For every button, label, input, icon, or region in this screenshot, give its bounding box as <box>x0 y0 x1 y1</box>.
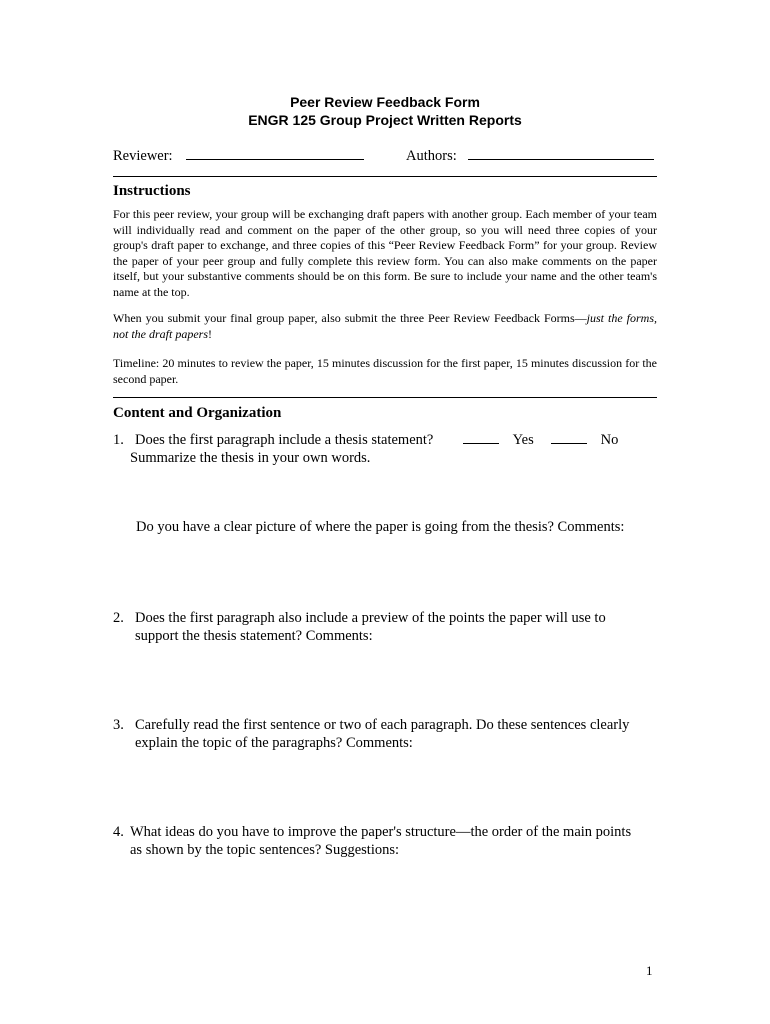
question-4 <box>113 823 673 863</box>
reviewer-blank-line[interactable] <box>186 146 364 160</box>
question-3 <box>113 716 673 756</box>
reviewer-field <box>113 146 364 165</box>
form-subtitle: ENGR 125 Group Project Written Reports <box>248 112 522 128</box>
question-1-sub: Do you have a clear picture of where the paper is going from the thesis? Comments: <box>136 519 625 535</box>
form-title: Peer Review Feedback Form <box>290 94 480 110</box>
yes-blank-line[interactable] <box>463 431 499 444</box>
question-text-line2: support the thesis statement? Comments: <box>135 628 373 644</box>
timeline-note: Timeline: 20 minutes to review the paper, 15 minutes discussion for the first paper, 15 minutes discussion for the second paper. <box>113 356 657 386</box>
submit-note-emphasis: just the forms, not the draft papers <box>113 311 657 341</box>
question-text: Carefully read the first sentence or two of each paragraph. Do these sentences clearly <box>135 717 630 733</box>
divider-line <box>113 176 657 177</box>
reviewer-label: Reviewer: <box>113 148 173 164</box>
question-followup: Summarize the thesis in your own words. <box>130 450 371 466</box>
question-text: Does the first paragraph also include a preview of the points the paper will use to <box>135 610 606 626</box>
question-text-line2: as shown by the topic sentences? Suggestions: <box>130 842 400 858</box>
question-number: 3. <box>113 717 124 733</box>
authors-blank-line[interactable] <box>468 146 654 160</box>
yes-option[interactable] <box>463 431 534 449</box>
submit-note-text: When you submit your final group paper, also submit the three Peer Review Feedback Forms— <box>113 311 587 325</box>
divider-line <box>113 397 657 398</box>
question-number: 4. <box>113 824 124 840</box>
content-heading: Content and Organization <box>113 405 282 421</box>
yes-label: Yes <box>512 432 534 448</box>
instructions-paragraph: For this peer review, your group will be exchanging draft papers with another group. Each member of your team will individually read and comment on the paper of the other group, so you will need three copies of your group's draft paper to exchange, and three copies of this “Peer Review Feedback Form” for your group. Review the paper of your peer group and fully complete this review form. You can also make comments on the paper itself, but your substantive comments should be on this form. Be sure to include your name and the other team's name at the top. <box>113 207 657 299</box>
question-text: Does the first paragraph include a thesis statement? <box>135 432 434 448</box>
submit-note-end: ! <box>208 326 212 341</box>
no-label: No <box>600 432 619 448</box>
question-number: 2. <box>113 610 124 626</box>
instructions-heading: Instructions <box>113 183 191 199</box>
question-number: 1. <box>113 432 124 448</box>
no-option[interactable] <box>551 431 618 449</box>
question-2 <box>113 609 673 649</box>
question-1 <box>113 431 673 471</box>
no-blank-line[interactable] <box>551 431 587 444</box>
authors-field <box>406 146 654 165</box>
authors-label: Authors: <box>406 148 457 164</box>
page-number: 1 <box>646 963 653 978</box>
question-text: What ideas do you have to improve the paper's structure—the order of the main points <box>130 824 632 840</box>
submit-note <box>113 311 657 342</box>
question-text-line2: explain the topic of the paragraphs? Comments: <box>135 735 413 751</box>
